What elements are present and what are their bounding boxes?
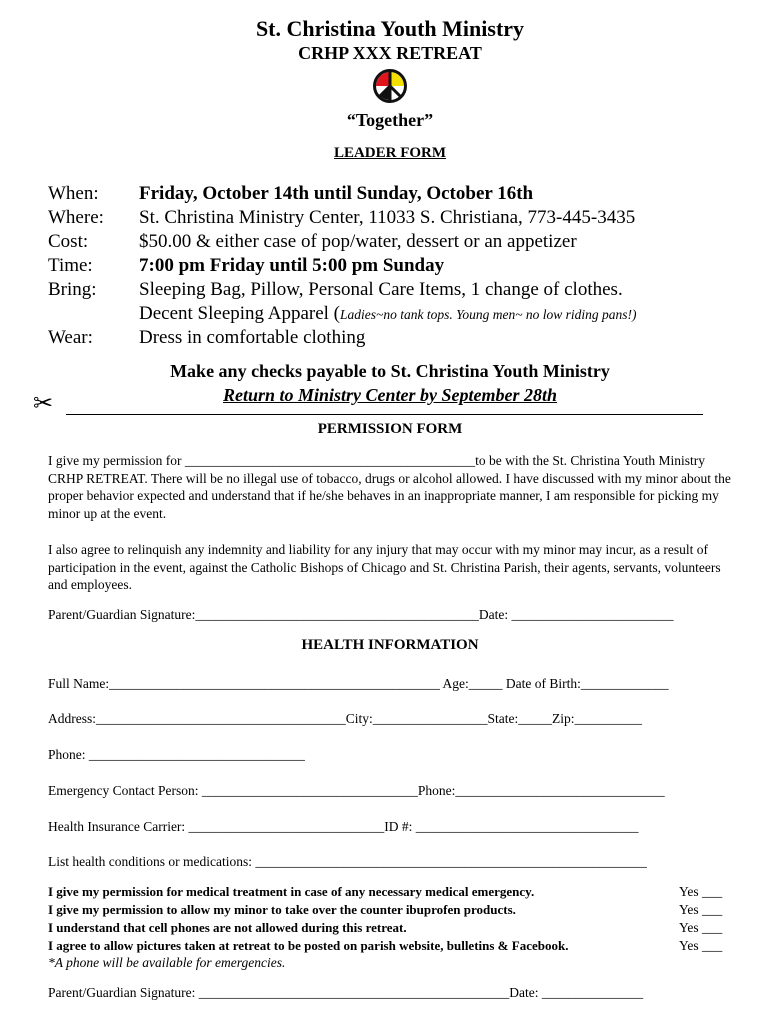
phone-field[interactable]: Phone: ________________________________	[48, 747, 305, 762]
address-field[interactable]: Address:_____________________________________City:_________________State:_____Zip:__________	[48, 711, 642, 726]
permission-paragraph-2	[48, 541, 738, 594]
bring-label: Bring:	[48, 279, 97, 300]
wear-value: Dress in comfortable clothing	[139, 327, 366, 348]
permission-text-2: I also agree to relinquish any indemnity and liability for any injury that may occur with my minor may incur, as a result of participation in the event, against the Catholic Bishops of Chicago and St. Christina Parish, their agents, servants, volunteers and employees.	[48, 542, 721, 593]
form-name: LEADER FORM	[333, 145, 447, 161]
peace-sign-icon	[372, 68, 408, 104]
permission-signature-line[interactable]: Parent/Guardian Signature:__________________________________________Date: ________________________	[48, 607, 674, 622]
apparel-note: Ladies~no tank tops. Young men~ no low riding pans!)	[340, 307, 637, 322]
consent-ibuprofen: I give my permission to allow my minor to take over the counter ibuprofen products.	[48, 902, 516, 917]
return-deadline: Return to Ministry Center by September 28th	[222, 385, 558, 405]
cost-value: $50.00 & either case of pop/water, dessert or an appetizer	[139, 231, 577, 252]
conditions-field[interactable]: List health conditions or medications: __________________________________________________________	[48, 854, 647, 869]
tagline: “Together”	[346, 110, 434, 130]
emergency-contact-field[interactable]: Emergency Contact Person: ________________________________Phone:_______________________________	[48, 783, 665, 798]
final-signature-line[interactable]: Parent/Guardian Signature: ______________________________________________Date: _______________	[48, 985, 644, 1000]
permission-paragraph-1	[48, 452, 738, 522]
consent-pictures: I agree to allow pictures taken at retreat to be posted on parish website, bulletins & Facebook.	[48, 938, 569, 953]
time-label: Time:	[48, 255, 93, 276]
scissors-icon: ✂	[33, 391, 54, 417]
bring-value: Sleeping Bag, Pillow, Personal Care Items, 1 change of clothes.	[139, 279, 623, 300]
when-value: Friday, October 14th until Sunday, October 16th	[139, 183, 534, 204]
consent-cell-phones: I understand that cell phones are not allowed during this retreat.	[48, 920, 407, 935]
apparel-line	[139, 303, 637, 325]
apparel-value: Decent Sleeping Apparel (	[139, 303, 341, 324]
wear-label: Wear:	[48, 327, 93, 348]
page-title: St. Christina Youth Ministry	[255, 16, 525, 41]
phone-note: *A phone will be available for emergencies.	[48, 955, 286, 970]
insurance-field[interactable]: Health Insurance Carrier: _____________________________ID #: _________________________________	[48, 819, 639, 834]
retreat-subtitle: CRHP XXX RETREAT	[298, 43, 482, 63]
consent-pictures-yes[interactable]: Yes ___	[679, 938, 723, 953]
where-value: St. Christina Ministry Center, 11033 S. Christiana, 773-445-3435	[139, 207, 636, 228]
checks-payable: Make any checks payable to St. Christina Youth Ministry	[170, 361, 610, 381]
consent-ibuprofen-yes[interactable]: Yes ___	[679, 902, 723, 917]
when-label: When:	[48, 183, 99, 204]
permission-title: PERMISSION FORM	[317, 421, 463, 437]
permission-text-1[interactable]: I give my permission for ___________________________________________to be with the St. Christina Youth Ministry CRHP RETREAT. There will be no illegal use of tobacco, drugs or alcohol allowed. I have discussed with my minor about the proper behavior expected and understand that if he/she behaves in an inappropriate manner, I am responsible for picking my minor up at the event.	[48, 453, 731, 521]
consent-medical: I give my permission for medical treatment in case of any necessary medical emergency.	[48, 884, 535, 899]
full-name-field[interactable]: Full Name:_________________________________________________ Age:_____ Date of Birth:_____________	[48, 676, 669, 691]
consent-medical-yes[interactable]: Yes ___	[679, 884, 723, 899]
cost-label: Cost:	[48, 231, 89, 252]
cut-line	[66, 414, 703, 415]
where-label: Where:	[48, 207, 104, 228]
health-title: HEALTH INFORMATION	[301, 637, 479, 653]
time-value: 7:00 pm Friday until 5:00 pm Sunday	[139, 255, 445, 276]
consent-cell-phones-yes[interactable]: Yes ___	[679, 920, 723, 935]
